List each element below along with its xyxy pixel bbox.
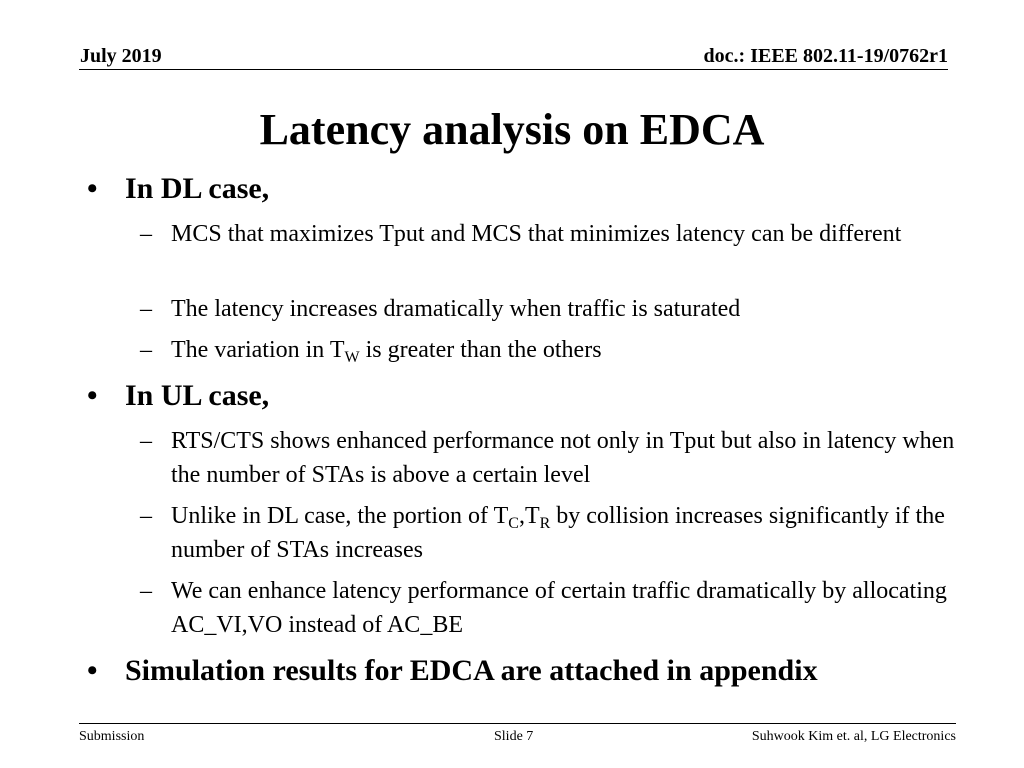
subscript-r: R (539, 515, 551, 532)
sub-text-after: by collision increases significantly if the number of STAs increases (171, 503, 945, 563)
footer-slide-number: Slide 7 (494, 729, 534, 744)
sub-marker: – (140, 428, 152, 454)
bullet-text: In DL case, (125, 172, 270, 205)
sub-marker: – (140, 221, 152, 247)
sub-text: RTS/CTS shows enhanced performance not only in Tput but also in latency when the number of STAs is above a certain level (171, 428, 955, 488)
bullet-marker: • (87, 172, 98, 205)
bullet-text: In UL case, (125, 379, 270, 412)
sub-text: We can enhance latency performance of certain traffic dramatically by allocating AC_VI,VO instead of AC_BE (171, 578, 947, 638)
sub-text-before: Unlike in DL case, the portion of T (171, 503, 509, 529)
subscript-c: C (508, 515, 519, 532)
sub-text (171, 333, 981, 367)
footer-submission: Submission (79, 729, 145, 744)
bullet-marker: • (87, 654, 98, 687)
sub-marker: – (140, 503, 152, 529)
bullet-marker: • (87, 379, 98, 412)
sub-marker: – (140, 337, 152, 363)
sub-marker: – (140, 578, 152, 604)
footer-divider (79, 723, 956, 724)
header-date: July 2019 (80, 45, 162, 67)
subscript-w: W (344, 349, 360, 366)
sub-text: The latency increases dramatically when traffic is saturated (171, 296, 741, 322)
header-doc-id: doc.: IEEE 802.11-19/0762r1 (703, 45, 948, 67)
sub-text-after: is greater than the others (359, 337, 602, 363)
slide-title: Latency analysis on EDCA (259, 105, 765, 154)
header-divider (79, 69, 948, 70)
sub-marker: – (140, 296, 152, 322)
footer-authors: Suhwook Kim et. al, LG Electronics (751, 729, 956, 744)
bullet-text: Simulation results for EDCA are attached in appendix (125, 654, 818, 687)
sub-text-before: The variation in T (171, 337, 345, 363)
sub-text-middle: ,T (518, 503, 540, 529)
sub-text: MCS that maximizes Tput and MCS that minimizes latency can be different (171, 221, 902, 247)
sub-text (171, 499, 981, 567)
